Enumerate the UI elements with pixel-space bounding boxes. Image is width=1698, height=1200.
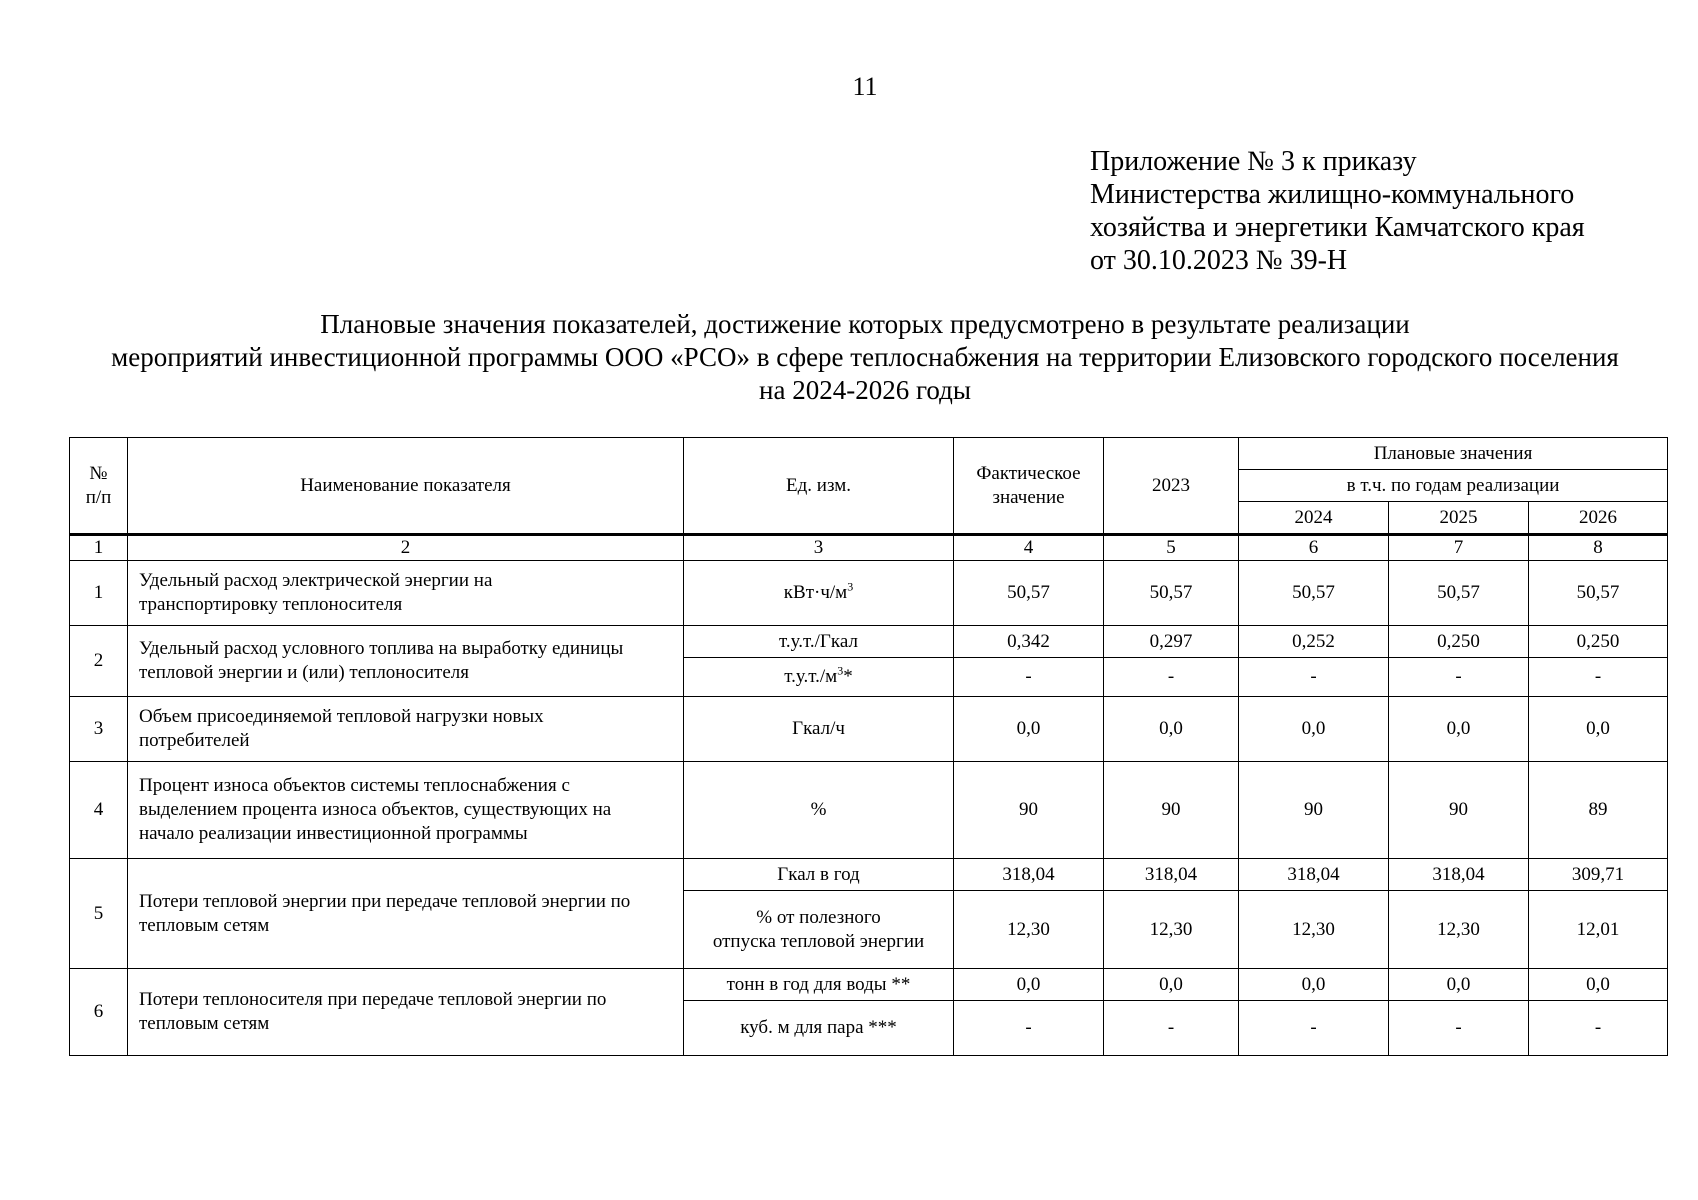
column-number: 8 [1529,535,1668,561]
annex-line: Приложение № 3 к приказу [1090,146,1417,177]
table-row [70,697,1668,762]
unit-cell: Гкал/ч [684,697,954,762]
title-line: на 2024-2026 годы [759,375,971,405]
unit-text: % от полезного [756,906,881,928]
row-number: 3 [70,697,128,762]
value-2026: 0,0 [1529,969,1668,1001]
unit-cell: т.у.т./Гкал [684,626,954,658]
indicator-name-line: Удельный расход условного топлива на выработку единицы [139,638,624,659]
annex-line: Министерства жилищно-коммунального [1090,179,1575,210]
value-2023: - [1104,658,1239,697]
table-row [70,626,1668,658]
row-number: 4 [70,762,128,859]
indicator-name [128,561,684,626]
value-2025: 90 [1389,762,1529,859]
unit-text: кВт·ч/м [783,582,848,603]
unit-cell: куб. м для пара *** [684,1001,954,1056]
unit-text: отпуска тепловой энергии [712,930,925,952]
value-actual: 12,30 [954,891,1104,969]
value-2025: - [1389,658,1529,697]
value-2023: 0,297 [1104,626,1239,658]
header-2026: 2026 [1529,502,1668,535]
value-2025: 0,250 [1389,626,1529,658]
unit-cell [684,891,954,969]
column-number: 4 [954,535,1104,561]
table-row [70,969,1668,1001]
value-2024: 0,252 [1239,626,1389,658]
column-number: 1 [70,535,128,561]
indicator-name-line: выделением процента износа объектов, существующих на [139,799,612,820]
indicators-table [69,437,1668,1056]
title-line: Плановые значения показателей, достижение которых предусмотрено в результате реализации [320,309,1410,339]
document-title [40,308,1690,407]
value-2023: 0,0 [1104,969,1239,1001]
value-2025: 0,0 [1389,969,1529,1001]
value-2023: 12,30 [1104,891,1239,969]
indicator-name-line: тепловой энергии и (или) теплоносителя [139,662,470,683]
page-number: 11 [852,72,878,101]
unit-superscript: 3 [837,663,844,678]
value-2026: 0,250 [1529,626,1668,658]
value-2024: 318,04 [1239,859,1389,891]
value-2026: 89 [1529,762,1668,859]
row-number: 6 [70,969,128,1056]
indicator-name [128,859,684,969]
value-actual: 0,0 [954,969,1104,1001]
value-2026: - [1529,1001,1668,1056]
indicator-name-line: начало реализации инвестиционной программы [139,823,528,844]
value-2025: 318,04 [1389,859,1529,891]
value-2026: - [1529,658,1668,697]
indicator-name [128,969,684,1056]
column-number: 2 [128,535,684,561]
value-2024: 0,0 [1239,697,1389,762]
indicator-name-line: тепловым сетям [139,914,270,936]
value-actual: - [954,658,1104,697]
header-planned: Плановые значения [1239,438,1668,470]
header-name: Наименование показателя [128,438,684,535]
annex-heading [1090,145,1650,277]
header-num [70,438,128,535]
indicator-name-line: тепловым сетям [139,1013,270,1034]
unit-cell [684,658,954,697]
value-2023: 90 [1104,762,1239,859]
table-row [70,762,1668,859]
unit-cell: % [684,762,954,859]
indicator-name-line: Объем присоединяемой тепловой нагрузки новых [139,706,544,727]
unit-cell: Гкал в год [684,859,954,891]
annex-line: от 30.10.2023 № 39-Н [1090,245,1348,276]
column-number: 7 [1389,535,1529,561]
row-number: 2 [70,626,128,697]
row-number: 5 [70,859,128,969]
column-number-row [70,535,1668,561]
value-actual: 50,57 [954,561,1104,626]
indicator-name-line: Удельный расход электрической энергии на [139,570,493,591]
unit-cell: тонн в год для воды ** [684,969,954,1001]
row-number: 1 [70,561,128,626]
header-actual [954,438,1104,535]
column-number: 6 [1239,535,1389,561]
header-2025: 2025 [1389,502,1529,535]
header-actual-line1: Фактическое [976,462,1081,484]
value-2026: 0,0 [1529,697,1668,762]
table-row [70,859,1668,891]
header-unit: Ед. изм. [684,438,954,535]
title-line: мероприятий инвестиционной программы ООО «РСО» в сфере теплоснабжения на территории Елизовского городского поселения [111,342,1619,372]
table-row [70,561,1668,626]
value-2026: 309,71 [1529,859,1668,891]
value-2023: 0,0 [1104,697,1239,762]
value-actual: - [954,1001,1104,1056]
header-row [70,438,1668,470]
value-2024: 12,30 [1239,891,1389,969]
unit-cell [684,561,954,626]
value-2025: 12,30 [1389,891,1529,969]
value-actual: 0,0 [954,697,1104,762]
value-2023: - [1104,1001,1239,1056]
column-number: 3 [684,535,954,561]
indicator-name [128,762,684,859]
header-by-years: в т.ч. по годам реализации [1239,470,1668,502]
unit-text: т.у.т./м [784,666,838,687]
value-2025: - [1389,1001,1529,1056]
header-2023: 2023 [1104,438,1239,535]
header-2024: 2024 [1239,502,1389,535]
unit-superscript: 3 [847,579,854,594]
value-2024: 0,0 [1239,969,1389,1001]
header-num-line2: п/п [85,486,112,508]
indicator-name [128,626,684,697]
value-2024: - [1239,658,1389,697]
annex-line: хозяйства и энергетики Камчатского края [1090,212,1585,243]
indicator-name-line: транспортировку теплоносителя [139,594,403,615]
column-number: 5 [1104,535,1239,561]
header-actual-line2: значение [992,486,1065,508]
value-2024: 90 [1239,762,1389,859]
indicator-name-line: Потери теплоносителя при передаче тепловой энергии по [139,989,607,1010]
header-num-line1: № [89,462,108,484]
value-2025: 0,0 [1389,697,1529,762]
value-2025: 50,57 [1389,561,1529,626]
value-2024: - [1239,1001,1389,1056]
indicator-name-line: Процент износа объектов системы теплоснабжения с [139,775,570,796]
value-actual: 90 [954,762,1104,859]
value-2026: 50,57 [1529,561,1668,626]
value-actual: 318,04 [954,859,1104,891]
indicator-name-line: Потери тепловой энергии при передаче тепловой энергии по [139,890,631,912]
value-actual: 0,342 [954,626,1104,658]
value-2023: 318,04 [1104,859,1239,891]
value-2023: 50,57 [1104,561,1239,626]
indicator-name-line: потребителей [139,730,250,751]
value-2026: 12,01 [1529,891,1668,969]
indicator-name [128,697,684,762]
value-2024: 50,57 [1239,561,1389,626]
unit-footnote-mark: * [843,666,853,687]
